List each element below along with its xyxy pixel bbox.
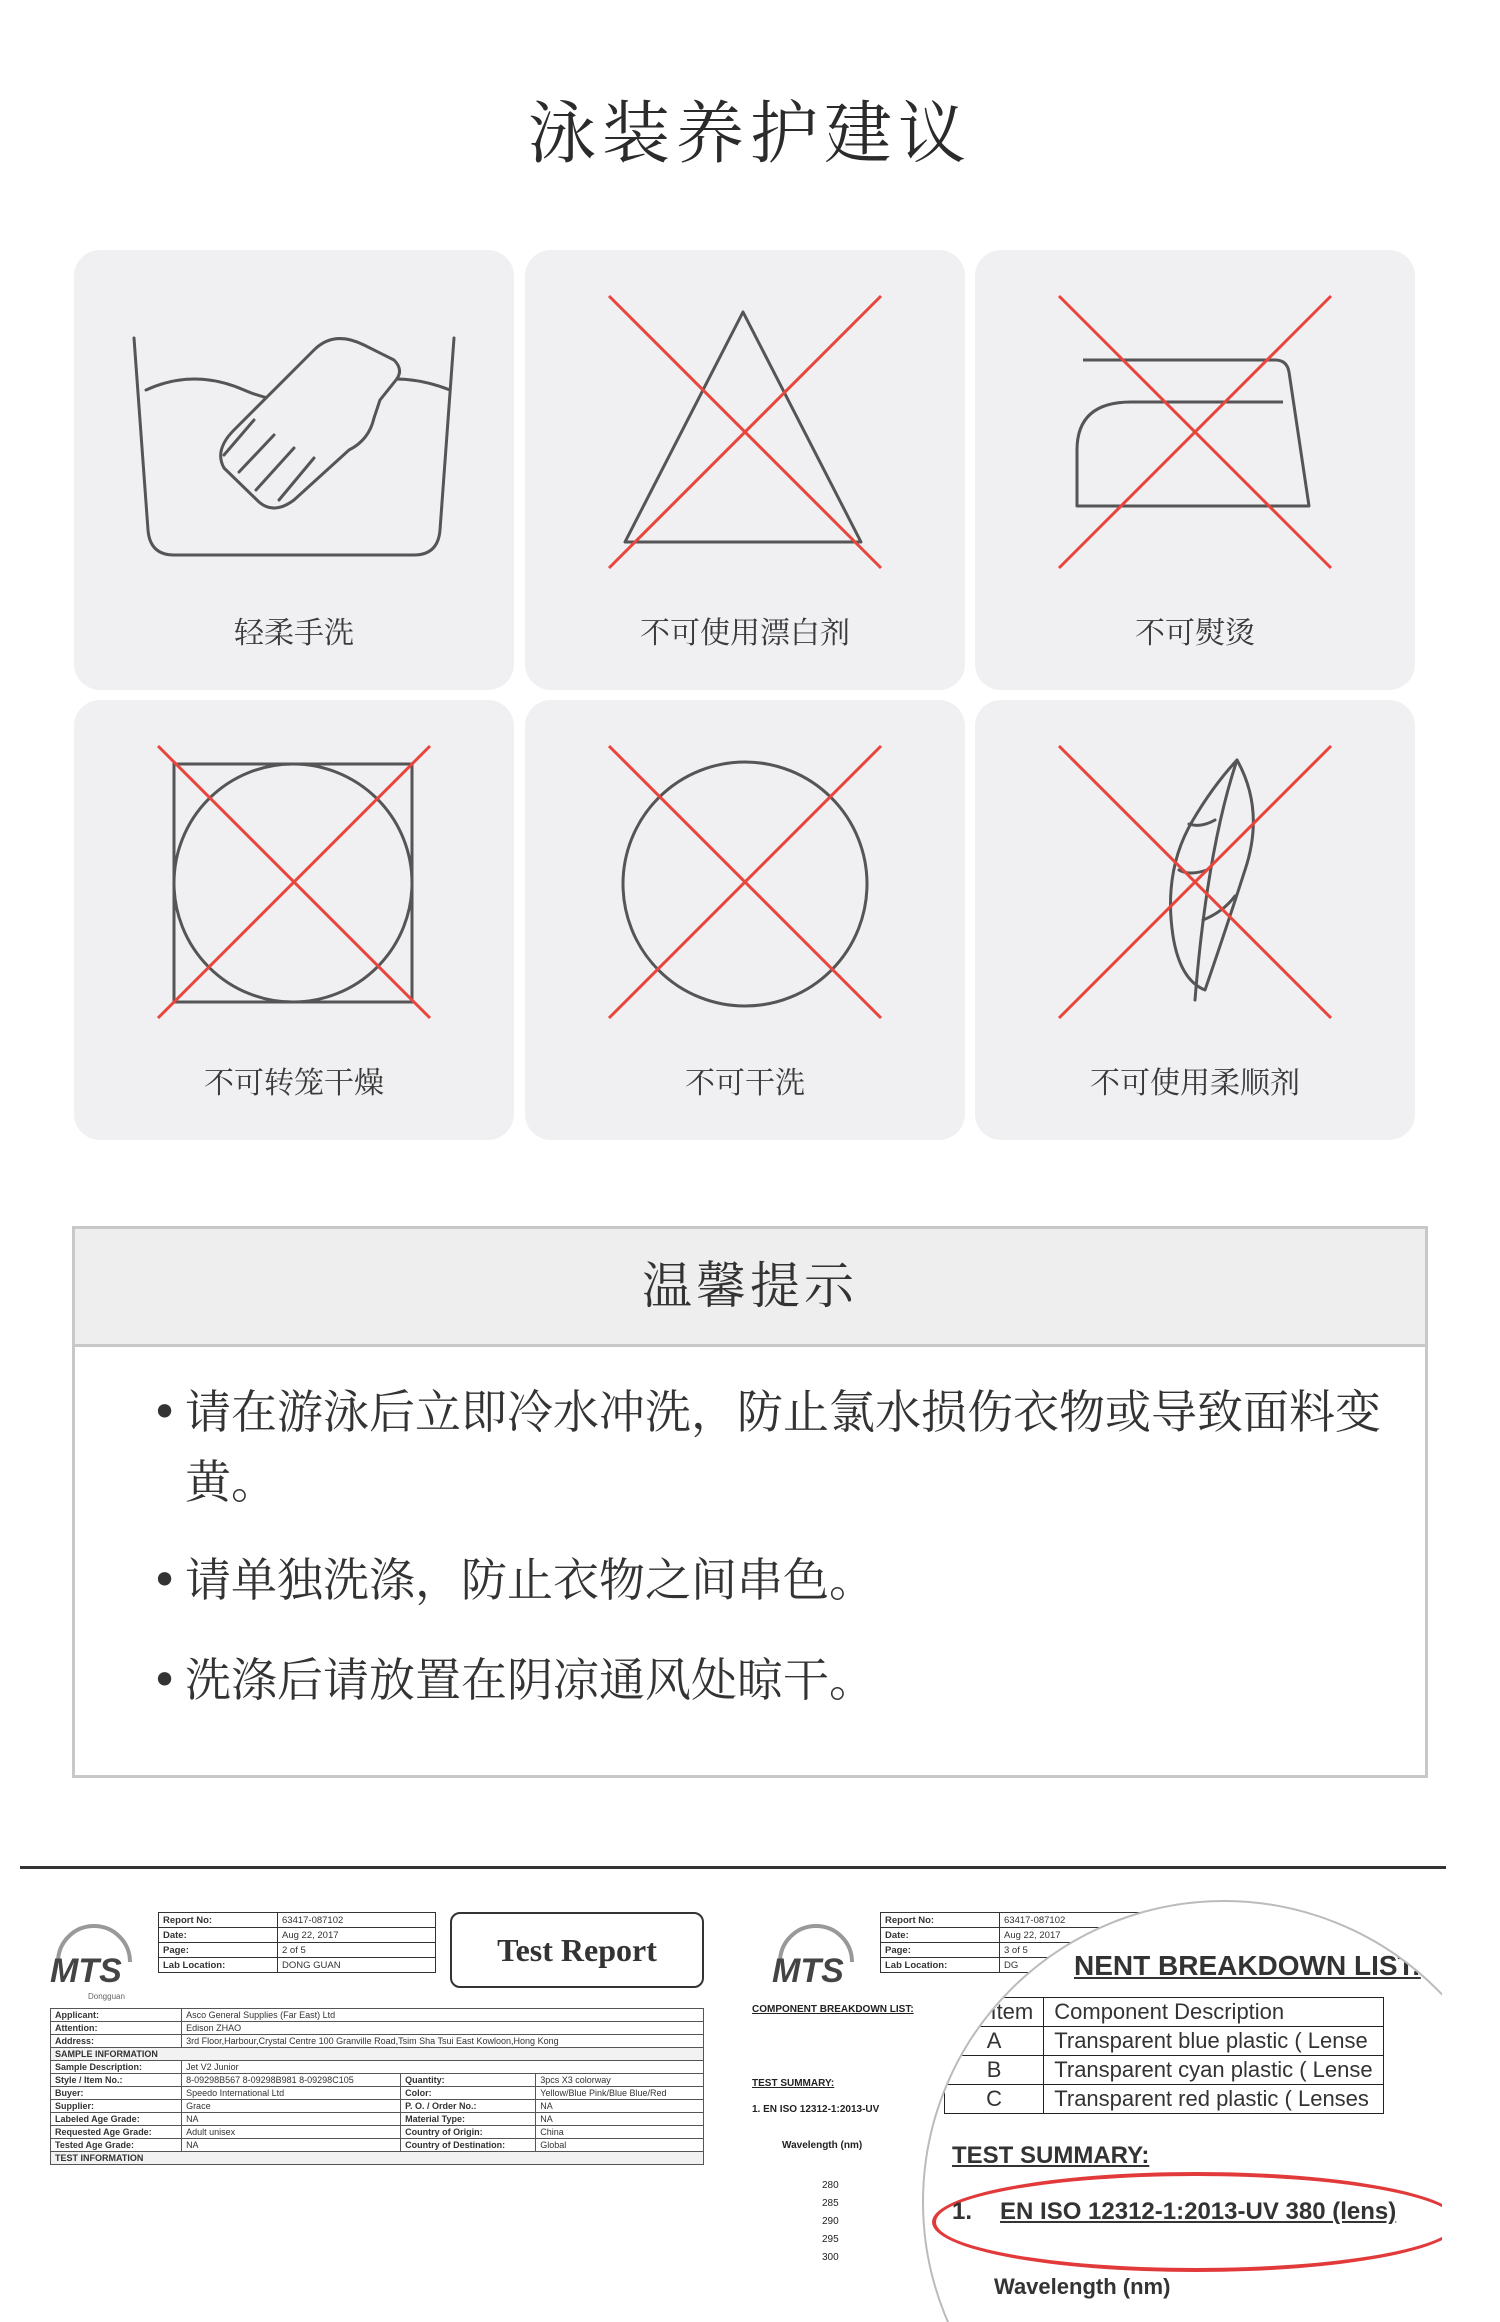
wavelength-value: 290	[822, 2216, 839, 2227]
care-card-no-tumble-dry	[74, 700, 514, 1140]
meta-value: 2 of 5	[278, 1943, 436, 1958]
summary-small-title: TEST SUMMARY:	[752, 2078, 835, 2089]
field-key: Tested Age Grade:	[51, 2139, 182, 2152]
meta-value: DG	[1000, 1958, 1158, 1973]
tip-item: • 请单独洗涤，防止衣物之间串色。	[185, 1545, 1385, 1615]
page-title: 泳装养护建议	[527, 95, 972, 174]
field-key: Requested Age Grade:	[51, 2126, 182, 2139]
field-key: Buyer:	[51, 2087, 182, 2100]
field-key: P. O. / Order No.:	[401, 2100, 536, 2113]
meta-value: Aug 22, 2017	[278, 1928, 436, 1943]
row-desc: Transparent blue plastic ( Lense	[1044, 2027, 1383, 2056]
zoom-summary-item: EN ISO 12312-1:2013-UV 380 (lens)	[1000, 2198, 1397, 2225]
breakdown-small-title: COMPONENT BREAKDOWN LIST:	[752, 2004, 914, 2015]
logo-text: MTS	[50, 1952, 122, 1990]
test-report-badge: Test Report	[450, 1912, 704, 1988]
field-value: 3rd Floor,Harbour,Crystal Centre 100 Granville Road,Tsim Sha Tsui East Kowloon,Hong Kong	[182, 2035, 704, 2048]
test-report-page-3	[742, 1900, 1442, 2322]
care-card-no-dry-clean	[525, 700, 965, 1140]
meta-key: Report No:	[881, 1913, 1000, 1928]
wavelength-value: 300	[822, 2252, 839, 2263]
field-value: NA	[182, 2113, 401, 2126]
meta-key: Page:	[159, 1943, 278, 1958]
field-key: Sample Description:	[51, 2061, 182, 2074]
wavelength-value: 285	[822, 2198, 839, 2209]
logo-subtext: Dongguan	[88, 1992, 125, 2001]
field-key: Address:	[51, 2035, 182, 2048]
summary-small-item: 1. EN ISO 12312-1:2013-UV	[752, 2104, 880, 2115]
test-report-page-2	[20, 1900, 720, 2322]
tip-item: • 请在游泳后立即冷水冲洗，防止氯水损伤衣物或导致面料变黄。	[185, 1377, 1385, 1517]
field-value: Yellow/Blue Pink/Blue Blue/Red	[536, 2087, 704, 2100]
care-label: 不可干洗	[685, 1066, 805, 1101]
zoom-summary-line	[952, 2198, 1396, 2226]
field-key: Labeled Age Grade:	[51, 2113, 182, 2126]
meta-key: Page:	[881, 1943, 1000, 1958]
wavelength-small-label: Wavelength (nm)	[782, 2140, 863, 2151]
care-card-hand-wash	[74, 250, 514, 690]
meta-key: Date:	[881, 1928, 1000, 1943]
wavelength-value: 295	[822, 2234, 839, 2245]
zoom-breakdown-table	[944, 1997, 1384, 2114]
row-item: C	[945, 2085, 1044, 2114]
field-value: NA	[536, 2113, 704, 2126]
field-key: Quantity:	[401, 2074, 536, 2087]
meta-key: Lab Location:	[881, 1958, 1000, 1973]
field-value: 8-09298B567 8-09298B981 8-09298C105	[182, 2074, 401, 2087]
field-key: Style / Item No.:	[51, 2074, 182, 2087]
row-desc: Transparent red plastic ( Lenses	[1044, 2085, 1383, 2114]
field-value: NA	[182, 2139, 401, 2152]
field-value: Speedo International Ltd	[182, 2087, 401, 2100]
field-value: NA	[536, 2100, 704, 2113]
field-value: China	[536, 2126, 704, 2139]
meta-value: Aug 22, 2017	[1000, 1928, 1158, 1943]
care-card-no-softener	[975, 700, 1415, 1140]
meta-key: Lab Location:	[159, 1958, 278, 1973]
field-value: 3pcs X3 colorway	[536, 2074, 704, 2087]
field-key: Color:	[401, 2087, 536, 2100]
field-key: Attention:	[51, 2022, 182, 2035]
section-divider	[20, 1866, 1446, 1869]
zoom-summary-num: 1.	[952, 2198, 973, 2225]
field-key: Country of Destination:	[401, 2139, 536, 2152]
meta-key: Date:	[159, 1928, 278, 1943]
meta-value: DONG GUAN	[278, 1958, 436, 1973]
field-key: Applicant:	[51, 2009, 182, 2022]
meta-value: 63417-087102	[278, 1913, 436, 1928]
care-label: 不可使用柔顺剂	[1090, 1066, 1300, 1101]
section-header: TEST INFORMATION	[51, 2152, 704, 2165]
field-value: Adult unisex	[182, 2126, 401, 2139]
zoom-breakdown-title: NENT BREAKDOWN LIST:	[1074, 1950, 1421, 1981]
report-meta-table	[158, 1912, 436, 1973]
col-header: Component Description	[1044, 1998, 1383, 2027]
care-label: 轻柔手洗	[234, 616, 354, 651]
zoom-wavelength-label: Wavelength (nm)	[994, 2274, 1171, 2299]
tip-item: • 洗涤后请放置在阴凉通风处晾干。	[185, 1645, 1385, 1715]
col-header: est Item	[945, 1998, 1044, 2027]
wavelength-value: 280	[822, 2180, 839, 2191]
logo-text: MTS	[772, 1952, 844, 1990]
tips-panel	[72, 1226, 1428, 1778]
sample-info-table	[50, 2008, 704, 2165]
field-key: Supplier:	[51, 2100, 182, 2113]
field-key: Material Type:	[401, 2113, 536, 2126]
care-card-no-iron	[975, 250, 1415, 690]
care-card-no-bleach	[525, 250, 965, 690]
care-label: 不可使用漂白剂	[640, 616, 850, 651]
meta-value: 3 of 5	[1000, 1943, 1158, 1958]
field-value: Grace	[182, 2100, 401, 2113]
row-item: B	[945, 2056, 1044, 2085]
section-header: SAMPLE INFORMATION	[51, 2048, 704, 2061]
row-desc: Transparent cyan plastic ( Lense	[1044, 2056, 1383, 2085]
care-label: 不可转笼干燥	[204, 1066, 384, 1101]
care-label: 不可熨烫	[1135, 616, 1255, 651]
field-value: Jet V2 Junior	[182, 2061, 704, 2074]
field-value: Global	[536, 2139, 704, 2152]
field-value: Asco General Supplies (Far East) Ltd	[182, 2009, 704, 2022]
row-item: A	[945, 2027, 1044, 2056]
tips-heading: 温馨提示	[75, 1229, 1425, 1347]
field-value: Edison ZHAO	[182, 2022, 704, 2035]
meta-key: Report No:	[159, 1913, 278, 1928]
meta-value: 63417-087102	[1000, 1913, 1158, 1928]
zoom-summary-title: TEST SUMMARY:	[952, 2142, 1150, 2169]
field-key: Country of Origin:	[401, 2126, 536, 2139]
